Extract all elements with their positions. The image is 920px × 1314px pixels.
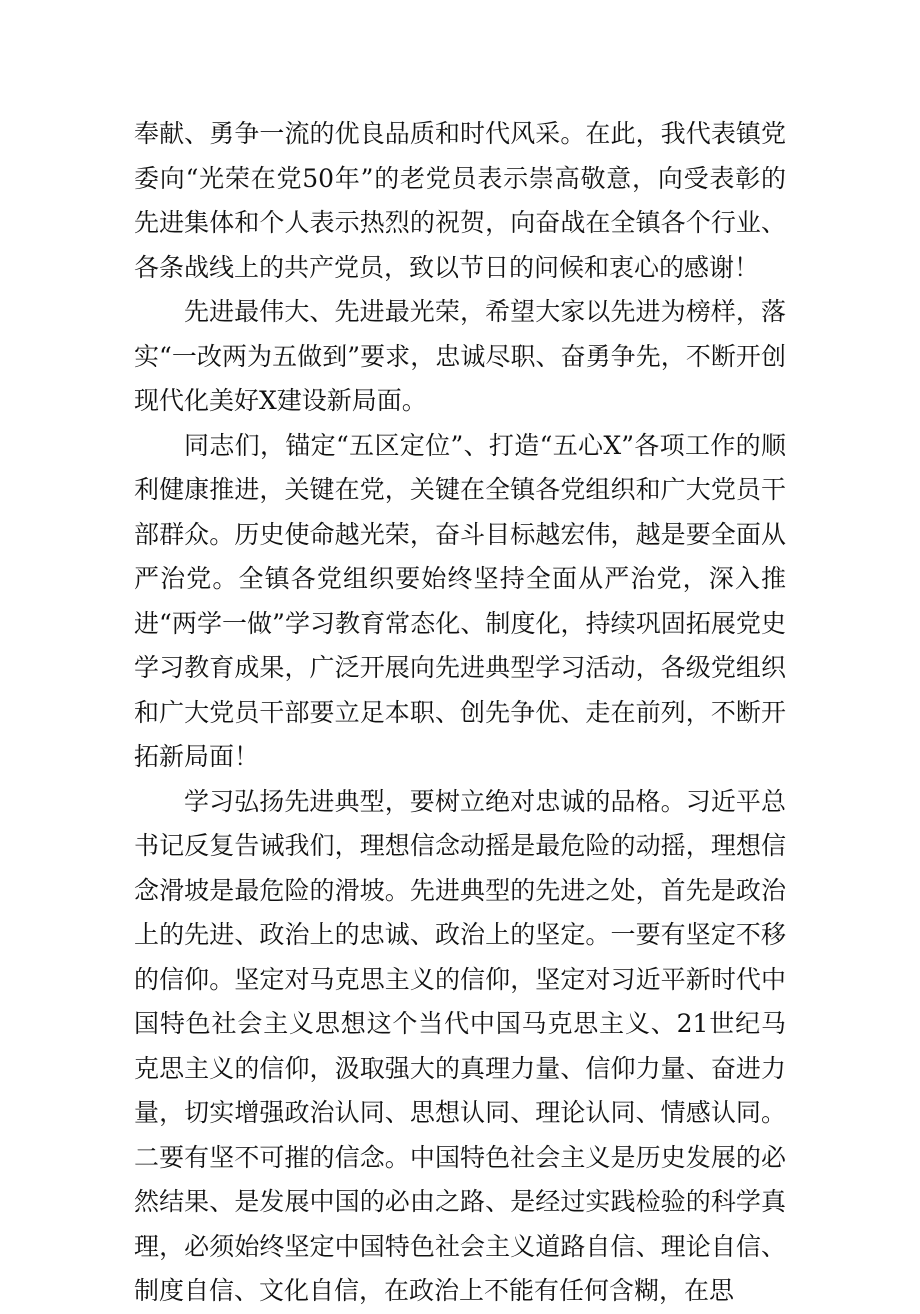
paragraph-3: 同志们，锚定“五区定位”、打造“五心X”各项工作的顺利健康推进，关键在党，关键在全镇各党组织和广大党员干部群众。历史使命越光荣，奋斗目标越宏伟，越是要全面从严治党。全镇各党组织要始终坚持全面从严治党，深入推进“两学一做”学习教育常态化、制度化，持续巩固拓展党史学习教育成果，广泛开展向先进典型学习活动，各级党组织和广大党员干部要立足本职、创先争优、走在前列，不断开拓新局面！ <box>134 430 786 771</box>
paragraph-2: 先进最伟大、先进最光荣，希望大家以先进为榜样，落实“一改两为五做到”要求，忠诚尽职、奋勇争先，不断开创现代化美好X建设新局面。 <box>134 297 786 415</box>
paragraph-1: 奉献、勇争一流的优良品质和时代风采。在此，我代表镇党委向“光荣在党50年”的老党员表示崇高敬意，向受表彰的先进集体和个人表示热烈的祝贺，向奋战在全镇各个行业、各条战线上的共产党员，致以节日的问候和衷心的感谢！ <box>134 119 786 282</box>
document-body <box>134 112 786 1314</box>
paragraph-4: 学习弘扬先进典型，要树立绝对忠诚的品格。习近平总书记反复告诫我们，理想信念动摇是最危险的动摇，理想信念滑坡是最危险的滑坡。先进典型的先进之处，首先是政治上的先进、政治上的忠诚、政治上的坚定。一要有坚定不移的信仰。坚定对马克思主义的信仰，坚定对习近平新时代中国特色社会主义思想这个当代中国马克思主义、21世纪马克思主义的信仰，汲取强大的真理力量、信仰力量、奋进力量，切实增强政治认同、思想认同、理论认同、情感认同。二要有坚不可摧的信念。中国特色社会主义是历史发展的必然结果、是发展中国的必由之路、是经过实践检验的科学真理，必须始终坚定中国特色社会主义道路自信、理论自信、制度自信、文化自信，在政治上不能有任何含糊，在思 <box>134 786 786 1305</box>
